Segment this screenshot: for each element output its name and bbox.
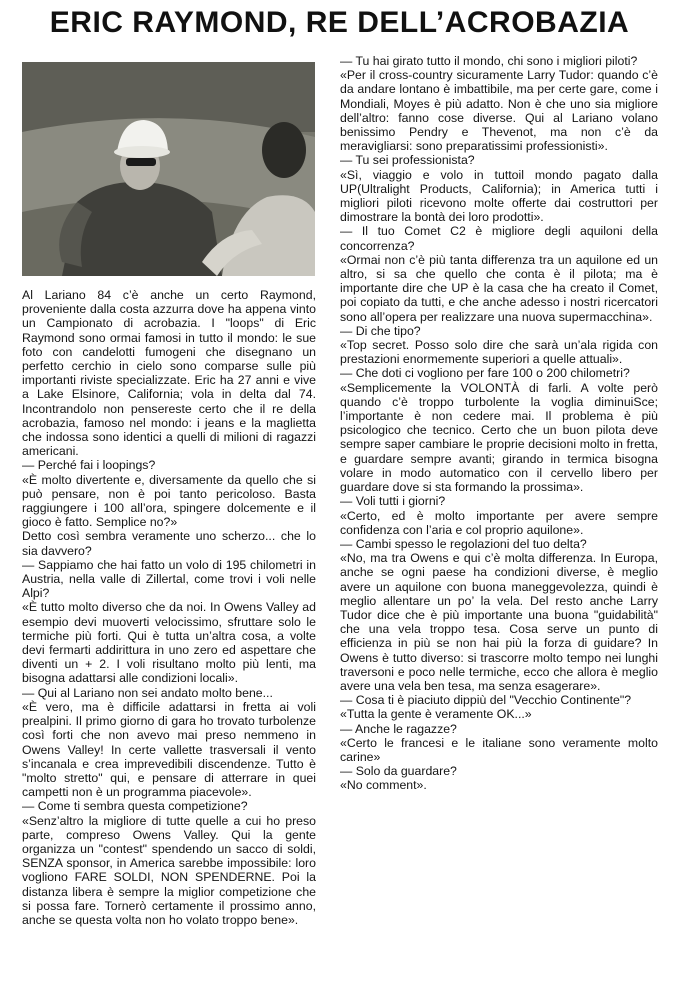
paragraph: «Certo le francesi e le italiane sono veramente molto carine» (340, 735, 658, 764)
paragraph: — Cosa ti è piaciuto dippiù del "Vecchio Continente"? (340, 693, 632, 708)
paragraph: «No, ma tra Owens e qui c’è molta differenza. In Europa, anche se ogni paese ha condizioni diverse, è meglio avere un aquilone con buona maneggevolezza, quindi è meglio allentare un po’ la vela. Del resto anche Larry Tudor dice che è più importante una buona "guidabilità" che una vela troppo tesa. Cosa serve un punto di efficienza in più se non hai più la forza di guidare? In Owens è tutto diverso: si trascorre molto tempo nei lunghi traversoni e poco nelle termiche, ecco che allora è meglio avere una vela ben tesa, ma senza esagerare». (340, 551, 658, 693)
paragraph: — Perché fai i loopings? (22, 458, 156, 473)
paragraph: «Ormai non c’è più tanta differenza tra un aquilone ed un altro, si sa che quello che conta è il pilota; ma è importante dire che UP è la casa che ha creato il Comet, poi copiato da tutti, e che anche adesso i nostri ricercatori sono all’opera per realizzare una nuova supermacchina». (340, 252, 658, 324)
paragraph: — Qui al Lariano non sei andato molto bene... (22, 685, 273, 700)
article-photo (22, 62, 315, 276)
paragraph: «Sì, viaggio e volo in tuttoil mondo pagato dalla UP(Ultralight Products, California); in America tutti i migliori piloti ricevono molte offerte dai costruttori per dimostrare la bontà dei loro prodotti». (340, 167, 658, 225)
paragraph: «Per il cross-country sicuramente Larry Tudor: quando c’è da andare lontano è imbattibile, ma per certe gare, come i Mondiali, Moyes è più adatto. Non è che uno sia migliore dell’altro: fanno cose diverse. Qui al Lariano volano benissimo Pendry e Thevenot, ma non c’è da meravigliarsi: sono preparatissimi professionisti». (340, 68, 658, 154)
paragraph: «Senz’altro la migliore di tutte quelle a cui ho preso parte, compreso Owens Valley. Qui la gente organizza un "contest" spendendo un sacco di soldi, SENZA sponsor, in America sarebbe impossibile: loro vogliono FARE SOLDI, NON SPENDERNE. Poi la distanza libera è sempre la miglior competizione che si possa fare. Tornerò certamente il prossimo anno, anche se questa volta non ho volato troppo bene». (22, 813, 316, 927)
paragraph: — Tu hai girato tutto il mondo, chi sono i migliori piloti? (340, 54, 638, 68)
paragraph: — Sappiamo che hai fatto un volo di 195 chilometri in Austria, nella valle di Zillertal, come trovi i voli nelle Alpi? (22, 557, 316, 601)
paragraph: — Che doti ci vogliono per fare 100 o 200 chilometri? (340, 366, 630, 381)
article-column-right (340, 54, 658, 793)
paragraph: — Il tuo Comet C2 è migliore degli aquiloni della concorrenza? (340, 224, 658, 253)
paragraph: «È tutto molto diverso che da noi. In Owens Valley ad esempio devi muoverti velocissimo, sfruttare solo le termiche più forti. Qui è tutta un’altra cosa, a volte devi fermarti addirittura in uno zero ed aspettare che diventi un + 2. I voli risultano molto più lenti, ma bisogna adattarsi alle condizioni locali». (22, 600, 316, 686)
paragraph: — Tu sei professionista? (340, 153, 475, 168)
paragraph: Detto così sembra veramente uno scherzo... che lo sia davvero? (22, 529, 316, 558)
paragraph: «No comment». (340, 778, 427, 793)
paragraph: «Top secret. Posso solo dire che sarà un’ala rigida con prestazioni enormemente superiori a quelle attuali». (340, 338, 658, 367)
paragraph: — Cambi spesso le regolazioni del tuo delta? (340, 536, 587, 551)
paragraph: — Di che tipo? (340, 323, 421, 338)
paragraph: «Certo, ed è molto importante per avere sempre confidenza con l’aria e col proprio aquilone». (340, 508, 658, 537)
paragraph: «È vero, ma è difficile adattarsi in fretta ai voli prealpini. Il primo giorno di gara ho trovato turbolenze così forti che non avevo mai preso nemmeno in Owens Valley! In certe vallette trasversali il vento s’incanala e crea imprevedibili discendenze. Tutto è "molto stretto" qui, e pensare di atterrare in quei campetti non è un programma piacevole». (22, 699, 316, 800)
paragraph: «Semplicemente la VOLONTÀ di farli. A volte però quando c’è troppo turbolente la voglia diminuiSce; l’importante è non cedere mai. Il problema è più psicologico che tecnico. Certo che un buon pilota deve sempre saper cambiare le proprie decisioni molto in fretta, e guardare sempre avanti; girando in termica bisogna volare in modo automatico con il cervello libero per guardare dove si sta formando la prossima». (340, 380, 658, 495)
paragraph: — Solo da guardare? (340, 764, 457, 779)
paragraph: Al Lariano 84 c’è anche un certo Raymond, proveniente dalla costa azzurra dove ha appena vinto un Campionato di acrobazia. I "loops" di Eric Raymond sono ormai famosi in tutto il mondo: le sue foto con candelotti fumogeni che disegnano un perfetto cerchio in cielo sono comparse sulle più importanti riviste specializzate. Eric ha 27 anni e vive a Lake Elsinore, California; vola in delta dal 74. Incontrandolo non pensereste certo che il re della acrobazia, famoso nel mondo: i jeans e la maglietta che indossa sono identici a quelli di milioni di ragazzi americani. (22, 288, 316, 459)
article-column-left (22, 288, 316, 927)
article-title: ERIC RAYMOND, RE DELL’ACROBAZIA (49, 6, 630, 39)
paragraph: — Voli tutti i giorni? (340, 494, 446, 509)
paragraph: «Tutta la gente è veramente OK...» (340, 707, 532, 722)
paragraph: «È molto divertente e, diversamente da quello che si può pensare, non è poi tanto pericoloso. Basta raggiungere i 100 all’ora, spingere dolcemente e il gioco è fatto. Semplice no?» (22, 472, 316, 530)
paragraph: — Anche le ragazze? (340, 721, 457, 736)
paragraph: — Come ti sembra questa competizione? (22, 799, 248, 814)
